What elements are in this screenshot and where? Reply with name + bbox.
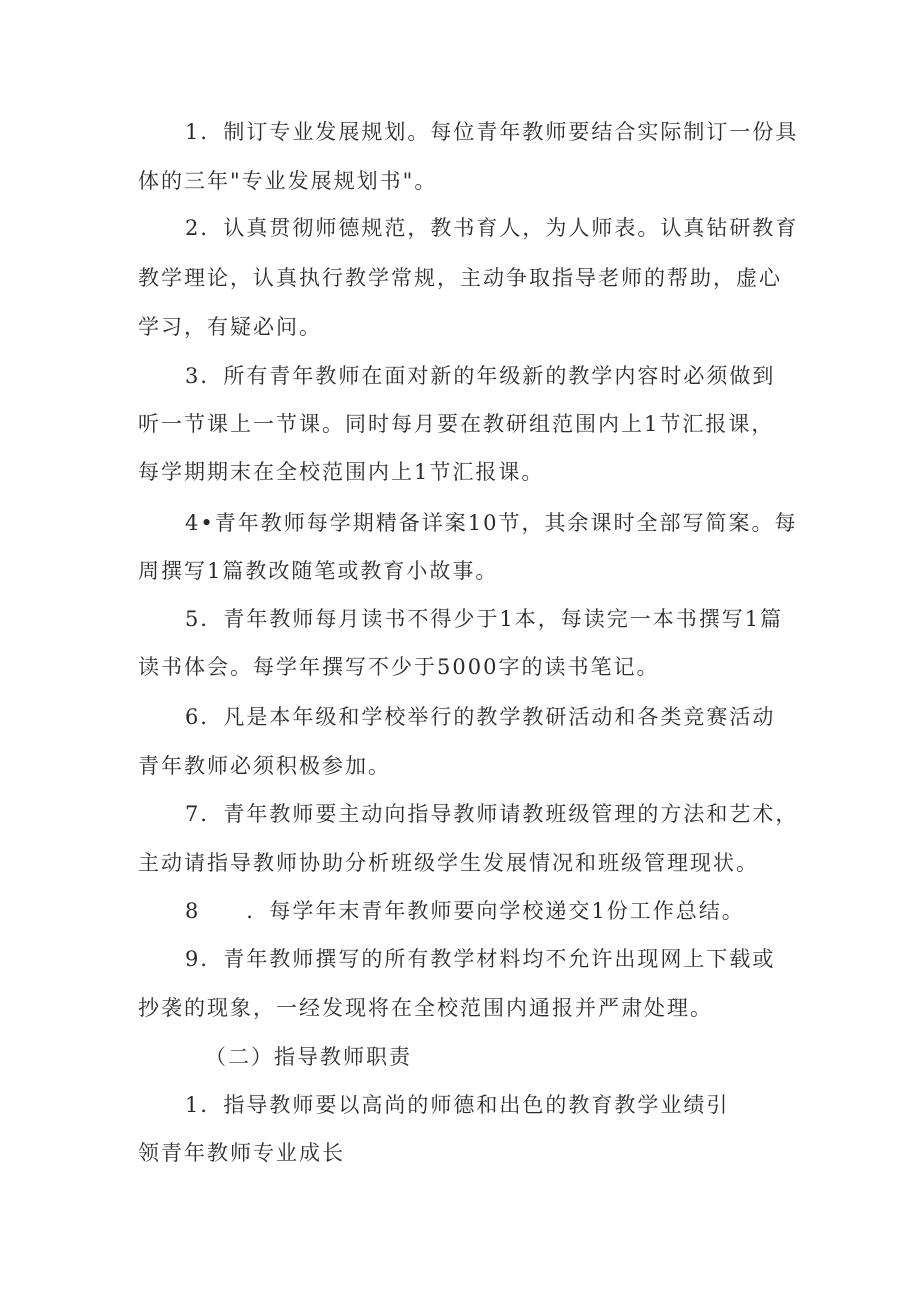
item-4-line-1: 4•青年教师每学期精备详案10节，其余课时全部写简案。每	[185, 511, 798, 535]
section-heading: （二）指导教师职责	[205, 1045, 412, 1069]
item-6-line-2: 青年教师必须积极参加。	[138, 754, 391, 778]
item-2-line-3: 学习，有疑必问。	[138, 315, 322, 339]
item-4-line-2: 周撰写1篇教改随笔或教育小故事。	[138, 559, 499, 583]
item-3-line-2: 听一节课上一节课。同时每月要在教研组范围内上1节汇报课，	[138, 412, 775, 436]
item-5-line-1: 5．青年教师每月读书不得少于1本，每读完一本书撰写1篇	[185, 607, 784, 631]
item-b1-line-1: 1．指导教师要以高尚的师德和出色的教育教学业绩引	[185, 1093, 730, 1117]
item-1-line-2: 体的三年"专业发展规划书"。	[138, 169, 438, 193]
item-7-line-2: 主动请指导教师协助分析班级学生发展情况和班级管理现状。	[138, 851, 759, 875]
item-3-line-1: 3．所有青年教师在面对新的年级新的教学内容时必须做到	[185, 364, 776, 388]
item-2-line-1: 2．认真贯彻师德规范，教书育人，为人师表。认真钻研教育	[185, 216, 799, 240]
item-8-line-1: 8 ．每学年末青年教师要向学校递交1份工作总结。	[185, 899, 745, 923]
item-9-line-2: 抄袭的现象，一经发现将在全校范围内通报并严肃处理。	[138, 996, 713, 1020]
item-b1-line-2: 领青年教师专业成长	[138, 1141, 345, 1165]
item-7-line-1: 7．青年教师要主动向指导教师请教班级管理的方法和艺术，	[185, 802, 799, 826]
item-6-line-1: 6．凡是本年级和学校举行的教学教研活动和各类竞赛活动	[185, 705, 776, 729]
item-3-line-3: 每学期期末在全校范围内上1节汇报课。	[138, 460, 545, 484]
item-2-line-2: 教学理论，认真执行教学常规，主动争取指导老师的帮助，虚心	[138, 266, 782, 290]
item-1-line-1: 1．制订专业发展规划。每位青年教师要结合实际制订一份具	[185, 120, 799, 144]
item-5-line-2: 读书体会。每学年撰写不少于5000字的读书笔记。	[138, 655, 660, 679]
item-9-line-1: 9．青年教师撰写的所有教学材料均不允许出现网上下载或	[185, 947, 776, 971]
